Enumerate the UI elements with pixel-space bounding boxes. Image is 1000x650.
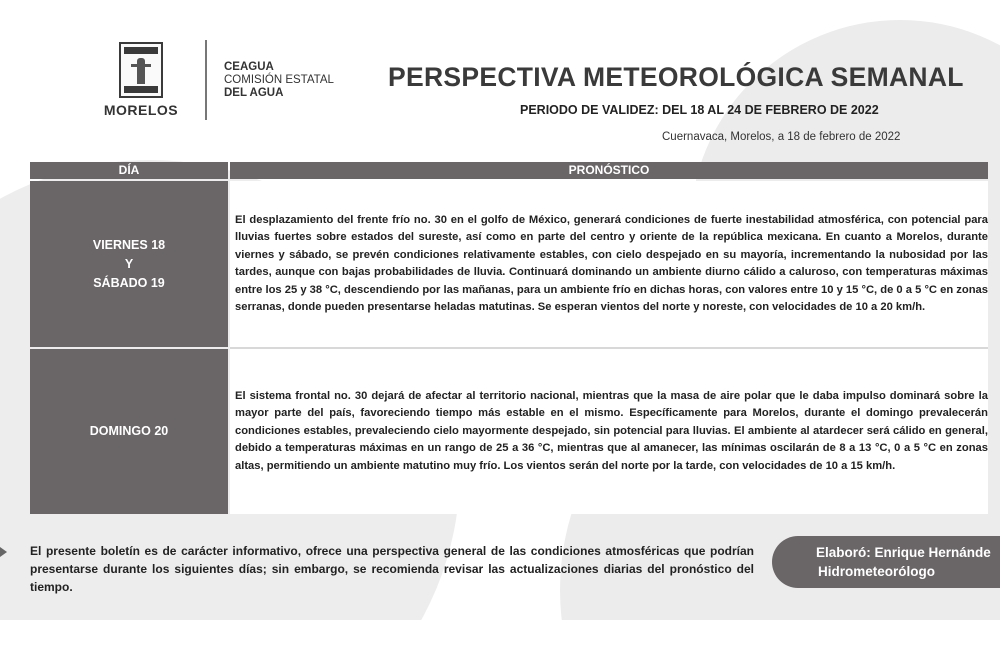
org-acronym: CEAGUA — [224, 61, 274, 73]
place-and-date: Cuernavaca, Morelos, a 18 de febrero de 2022 — [662, 131, 901, 143]
day-label: Y — [124, 256, 134, 271]
column-header-day: DÍA — [30, 162, 228, 179]
org-name-line: DEL AGUA — [224, 87, 284, 99]
bullet-arrow-icon — [0, 547, 7, 557]
day-label: DOMINGO 20 — [89, 424, 169, 438]
validity-period: PERIODO DE VALIDEZ: DEL 18 AL 24 DE FEBRERO DE 2022 — [520, 103, 879, 117]
forecast-text: El desplazamiento del frente frío no. 30 en el golfo de México, generará condiciones de fuerte inestabilidad atmosférica, con potencial para lluvias fuertes sobre estados del sureste, así como en parte del centro y oriente de la república mexicana. En cuanto a Morelos, durante viernes y sábado, se prevén condiciones relativamente estables, con cielo despejado en su mayoría, incrementando la nubosidad por las tardes, aunque con bajas probabilidades de lluvia. Continuará dominando un ambiente diurno cálido a caluroso, con temperaturas máximas entre los 25 y 38 °C, descendiendo por las mañanas, para un ambiente frío en dichas horas, con valores entre 10 y 15 °C, de 0 a 5 °C en zonas serranas, donde pueden presentarse heladas matutinas. Se esperan vientos del norte y noreste, con velocidades de 10 a 20 km/h. — [235, 213, 988, 313]
forecast-cell — [230, 181, 988, 347]
header-divider — [205, 40, 207, 120]
day-cell — [30, 349, 228, 514]
column-header-forecast: PRONÓSTICO — [230, 162, 988, 179]
day-label: SÁBADO 19 — [93, 275, 165, 290]
logo-label: MORELOS — [103, 102, 179, 118]
org-name-line: COMISIÓN ESTATAL — [224, 74, 334, 86]
disclaimer-note: El presente boletín es de carácter informativo, ofrece una perspectiva general de las condiciones atmosféricas que podrían presentarse durante los siguientes días; sin embargo, se recomienda revisar las actualizaciones diarias del pronóstico del tiempo. — [30, 544, 754, 594]
forecast-cell — [230, 349, 988, 514]
author-role: Hidrometeorólogo — [818, 564, 935, 579]
coat-of-arms-icon — [119, 42, 163, 98]
page-title: PERSPECTIVA METEOROLÓGICA SEMANAL — [388, 62, 964, 92]
day-label: VIERNES 18 — [92, 237, 166, 252]
day-cell — [30, 181, 228, 347]
morelos-logo — [103, 42, 179, 118]
author-credit-badge — [772, 536, 1000, 588]
author-name: Elaboró: Enrique Hernánde — [816, 545, 991, 560]
forecast-text: El sistema frontal no. 30 dejará de afectar al territorio nacional, mientras que la masa de aire polar que le daba impulso dominará sobre la mayor parte del país, favoreciendo tiempo más estable en el mismo. Específicamente para Morelos, durante el domingo prevalecerán condiciones estables, prevaleciendo cielo mayormente despejado, sin potencial para lluvias. El ambiente al atardecer será cálido en general, debido a temperaturas máximas en un rango de 25 a 36 °C, mientras que al amanecer, las mínimas oscilarán de 8 a 13 °C, 0 a 5 °C en zonas altas, permitiendo un ambiente matutino muy frío. Los vientos serán del norte por la tarde, con velocidades de 10 a 15 km/h. — [235, 389, 988, 472]
page-bottom-margin — [0, 620, 1000, 650]
ceagua-logo — [224, 61, 334, 100]
